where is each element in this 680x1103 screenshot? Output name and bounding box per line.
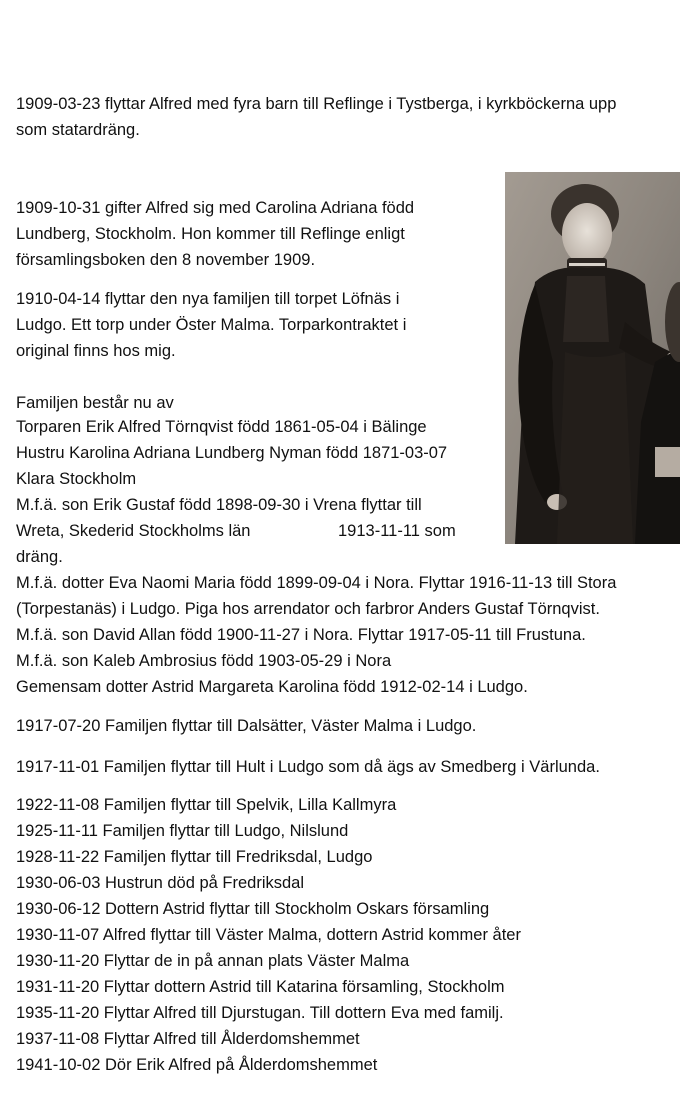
family-photo — [505, 172, 680, 544]
text-line: original finns hos mig. — [16, 342, 176, 360]
text-line: som statardräng. — [16, 121, 140, 139]
text-line: 1935-11-20 Flyttar Alfred till Djurstugan. Till dottern Eva med familj. — [16, 1004, 504, 1022]
text-line: Gemensam dotter Astrid Margareta Karolina född 1912-02-14 i Ludgo. — [16, 678, 528, 696]
text-line: 1917-07-20 Familjen flyttar till Dalsätter, Väster Malma i Ludgo. — [16, 717, 477, 735]
text-line: 1930-11-07 Alfred flyttar till Väster Malma, dottern Astrid kommer åter — [16, 926, 521, 944]
text-line: Ludgo. Ett torp under Öster Malma. Torparkontraktet i — [16, 316, 407, 334]
text-line: Torparen Erik Alfred Törnqvist född 1861-05-04 i Bälinge — [16, 418, 427, 436]
text-line: 1909-03-23 flyttar Alfred med fyra barn till Reflinge i Tystberga, i kyrkböckerna upp — [16, 95, 617, 113]
text-line: Wreta, Skederid Stockholms län — [16, 522, 251, 540]
text-line: 1910-04-14 flyttar den nya familjen till torpet Löfnäs i — [16, 290, 400, 308]
text-line: 1930-11-20 Flyttar de in på annan plats Väster Malma — [16, 952, 410, 970]
text-line: 1930-06-03 Hustrun död på Fredriksdal — [16, 874, 305, 892]
text-line: 1941-10-02 Dör Erik Alfred på Ålderdomshemmet — [16, 1056, 378, 1074]
text-line: 1925-11-11 Familjen flyttar till Ludgo, Nilslund — [16, 822, 349, 840]
text-line: 1937-11-08 Flyttar Alfred till Ålderdomshemmet — [16, 1030, 360, 1048]
text-line: (Torpestanäs) i Ludgo. Piga hos arrendator och farbror Anders Gustaf Törnqvist. — [16, 600, 600, 618]
text-line: M.f.ä. dotter Eva Naomi Maria född 1899-09-04 i Nora. Flyttar 1916-11-13 till Stora — [16, 574, 617, 592]
text-line: 1917-11-01 Familjen flyttar till Hult i Ludgo som då ägs av Smedberg i Värlunda. — [16, 758, 600, 776]
text-line: M.f.ä. son Erik Gustaf född 1898-09-30 i Vrena flyttar till — [16, 496, 422, 514]
text-line: Hustru Karolina Adriana Lundberg Nyman född 1871-03-07 — [16, 444, 448, 462]
text-line: 1913-11-11 som — [338, 522, 456, 540]
text-line: dräng. — [16, 548, 63, 566]
text-line: 1928-11-22 Familjen flyttar till Fredriksdal, Ludgo — [16, 848, 373, 866]
text-line: 1930-06-12 Dottern Astrid flyttar till Stockholm Oskars församling — [16, 900, 490, 918]
text-line: församlingsboken den 8 november 1909. — [16, 251, 316, 269]
text-line: Lundberg, Stockholm. Hon kommer till Reflinge enligt — [16, 225, 405, 243]
text-line: Klara Stockholm — [16, 470, 137, 488]
text-line: 1931-11-20 Flyttar dottern Astrid till Katarina församling, Stockholm — [16, 978, 505, 996]
text-line: M.f.ä. son Kaleb Ambrosius född 1903-05-29 i Nora — [16, 652, 392, 670]
text-line: 1922-11-08 Familjen flyttar till Spelvik, Lilla Kallmyra — [16, 796, 397, 814]
text-line: M.f.ä. son David Allan född 1900-11-27 i Nora. Flyttar 1917-05-11 till Frustuna. — [16, 626, 586, 644]
text-line: 1909-10-31 gifter Alfred sig med Carolina Adriana född — [16, 199, 415, 217]
text-line: Familjen består nu av — [16, 394, 174, 412]
